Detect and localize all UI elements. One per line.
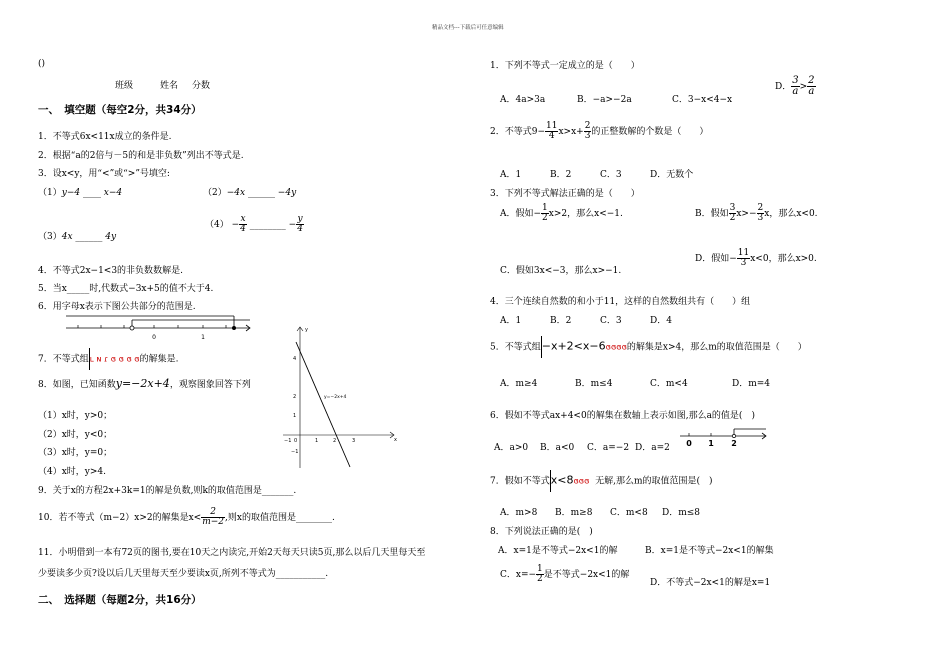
question-10-suffix: ,则x的取值范围是________. bbox=[225, 513, 335, 523]
choice-2-prefix: 2．不等式9− bbox=[490, 127, 545, 137]
choice-5-b: B．m≤4 bbox=[575, 379, 613, 389]
choice-3-d-middle: x<0 bbox=[750, 254, 769, 264]
question-3: 3．设x<y，用“<”或“>”号填空: bbox=[38, 169, 170, 179]
question-3-4-left-num: x bbox=[240, 214, 246, 224]
choice-7 bbox=[490, 470, 713, 492]
graph-y-tick-2: 2 bbox=[293, 394, 297, 400]
question-3-4-blank: ________ bbox=[249, 220, 286, 230]
choice-8-c-num: 1 bbox=[537, 564, 543, 574]
choice-1-d-den-1: a bbox=[792, 86, 799, 97]
question-10-prefix: 10．若不等式（m−2）x>2的解集是x< bbox=[38, 513, 202, 523]
choice-1-a: A．4a>3a bbox=[500, 95, 546, 105]
choice-5 bbox=[490, 336, 807, 358]
graph-x-tick-2: 2 bbox=[333, 438, 337, 444]
choice-5-d: D．m=4 bbox=[732, 379, 771, 389]
question-3-1-expr: y−4 ____ x−4 bbox=[61, 188, 123, 198]
graph-y-tick-1: 1 bbox=[293, 413, 297, 419]
question-9: 9．关于x的方程2x+3k=1的解是负数,则k的取值范围是_______. bbox=[38, 486, 297, 496]
question-7-prefix: 7．不等式组 bbox=[38, 354, 89, 365]
question-3-4-sign: − bbox=[231, 220, 240, 230]
choice-1-c: C．3−x<4−x bbox=[672, 95, 733, 105]
choice-5-c: C．m<4 bbox=[650, 379, 688, 389]
choice-3-a: A．假如− $\frac{1}{2}$ x>2，那么x<−1. bbox=[500, 203, 623, 223]
page-mark: () bbox=[38, 59, 46, 69]
question-7-system-garbled: ʟ ɴ ɾ ɞ ɞ ɞ ɞ bbox=[89, 354, 140, 364]
question-8-item-1: （1）x时，y>0； bbox=[38, 411, 113, 421]
choice-2-middle: x>x+ bbox=[558, 127, 584, 137]
choice-3-d-num: 11 bbox=[737, 248, 750, 258]
number-line-figure bbox=[66, 314, 256, 342]
choice-2-a: A．1 bbox=[500, 170, 522, 180]
choice-4: 4．三个连续自然数的和小于11，这样的自然数组共有（ ）组 bbox=[490, 297, 751, 307]
question-8-prefix: 8．如图，已知函数 bbox=[38, 380, 116, 390]
graph-y-tick-4: 4 bbox=[293, 356, 297, 362]
section-fill-blanks-title: 一、 填空题（每空2分，共34分） bbox=[38, 104, 202, 116]
question-3-4-right-den: 4 bbox=[297, 224, 303, 234]
choice-8-d: D．不等式−2x<1的解是x=1 bbox=[650, 578, 771, 588]
choice-3-d-prefix: D．假如 bbox=[695, 254, 730, 264]
question-3-4-left-den: 4 bbox=[240, 224, 246, 234]
question-3-1 bbox=[38, 185, 122, 198]
choice-3-b-num-2: 2 bbox=[757, 203, 764, 213]
question-10 bbox=[38, 508, 335, 527]
choice-7-a: A．m>8 bbox=[500, 508, 538, 518]
choice-6-d: D．a=2 bbox=[635, 443, 670, 453]
choice-2-num-1: 11 bbox=[546, 121, 558, 131]
choice-3-b bbox=[695, 204, 818, 223]
choice-3-d-suffix: ，那么x>0. bbox=[768, 254, 817, 264]
choice-2-suffix: 的正整数解的个数是（ ） bbox=[591, 127, 709, 137]
section-choice-title: 二、 选择题（每题2分，共16分） bbox=[38, 594, 202, 606]
question-8-item-4: （4）x时，y>4. bbox=[38, 467, 107, 477]
choice-3-d-den: 3 bbox=[740, 258, 747, 268]
choice-3-a-den: 2 bbox=[542, 213, 548, 223]
choice-8-c-prefix: C．x=− bbox=[500, 570, 537, 580]
choice-5-prefix: 5．不等式组 bbox=[490, 342, 541, 353]
choice-2 bbox=[490, 122, 708, 141]
choice-6-axis-1: 1 bbox=[708, 439, 714, 448]
choice-8-b: B．x=1是不等式−2x<1的解集 bbox=[645, 546, 774, 556]
choice-8-c bbox=[500, 565, 629, 584]
class-field: 班级 bbox=[115, 81, 134, 91]
choice-3: 3．下列不等式解法正确的是（ ） bbox=[490, 189, 640, 199]
question-3-3 bbox=[38, 229, 116, 242]
choice-3-a-num: 1 bbox=[542, 203, 548, 213]
choice-5-system: −x+2<x−6 bbox=[541, 339, 606, 353]
graph-x-tick-neg1: −1 bbox=[284, 438, 292, 444]
choice-3-d: D．假如− $\frac{11}{3}$ x<0，那么x>0. bbox=[695, 248, 817, 268]
question-7 bbox=[38, 348, 178, 370]
choice-8-a: A．x=1是不等式−2x<1的解 bbox=[498, 546, 618, 556]
choice-7-d: D．m≤8 bbox=[662, 508, 701, 518]
question-6: 6．用字母x表示下图公共部分的范围是. bbox=[38, 302, 196, 312]
choice-5-a: A．m≥4 bbox=[500, 379, 538, 389]
choice-6-c: C．a=−2 bbox=[587, 443, 630, 453]
choice-6-number-line bbox=[680, 426, 770, 448]
question-3-2-label: （2） bbox=[203, 188, 227, 198]
choice-4-c: C．3 bbox=[600, 316, 622, 326]
number-line-label-1: 1 bbox=[201, 334, 205, 341]
question-11-line-1: 11．小明借到一本有72页的图书,要在10天之内读完,开始2天每天只读5页,那么以后几天里每天至 bbox=[38, 548, 426, 558]
choice-7-prefix: 7．假如不等式 bbox=[490, 476, 550, 487]
choice-2-den-1: 4 bbox=[548, 131, 555, 141]
choice-7-suffix: 无解,那么m的取值范围是( ) bbox=[595, 476, 713, 487]
choice-3-b-suffix: x，那么x<0. bbox=[764, 209, 818, 219]
page-header: 精品文档---下载后可任意编辑 bbox=[432, 25, 504, 31]
question-3-4 bbox=[205, 215, 304, 234]
choice-3-b-den-2: 3 bbox=[757, 213, 764, 223]
choice-3-b-prefix: B．假如 bbox=[695, 209, 729, 219]
question-3-2 bbox=[203, 185, 296, 198]
score-field: 分数 bbox=[192, 81, 211, 91]
question-10-den: m−2 bbox=[202, 517, 225, 527]
name-field: 姓名 bbox=[160, 81, 179, 91]
choice-7-b: B．m≥8 bbox=[555, 508, 593, 518]
choice-6: 6．假如不等式ax+4<0的解集在数轴上表示如图,那么a的值是( ) bbox=[490, 411, 755, 421]
choice-2-d: D．无数个 bbox=[650, 170, 694, 180]
choice-8-c-suffix: 是不等式−2x<1的解 bbox=[543, 570, 630, 580]
question-7-suffix: 的解集是. bbox=[139, 354, 179, 365]
choice-3-a-prefix: A．假如 bbox=[500, 209, 534, 219]
question-8-suffix: ，观察图象回答下列 bbox=[169, 380, 251, 390]
choice-2-b: B．2 bbox=[550, 170, 572, 180]
choice-4-d: D．4 bbox=[650, 316, 672, 326]
question-10-num: 2 bbox=[201, 508, 225, 518]
choice-6-a: A．a>0 bbox=[494, 443, 529, 453]
choice-7-system: x<8 bbox=[550, 473, 574, 487]
choice-4-b: B．2 bbox=[550, 316, 572, 326]
choice-3-c: C．假如3x<−3，那么x>−1. bbox=[500, 266, 622, 276]
choice-3-b-middle: x>− bbox=[736, 209, 757, 219]
number-line-label-0: 0 bbox=[152, 334, 156, 341]
choice-1-d-num-1: 3 bbox=[792, 75, 799, 86]
choice-2-den-2: 3 bbox=[584, 131, 591, 141]
graph-y-label: y bbox=[305, 327, 308, 333]
choice-1-d: D． $\frac{3}{a}$ > $\frac{2}{a}$ bbox=[775, 75, 815, 97]
choice-1-d-den-2: a bbox=[808, 86, 815, 97]
choice-6-b: B．a<0 bbox=[540, 443, 575, 453]
question-3-3-expr: 4x ______ 4y bbox=[61, 232, 117, 242]
choice-3-a-middle: x>2 bbox=[548, 209, 568, 219]
question-3-4-label: （4） bbox=[205, 220, 229, 230]
question-8-item-2: （2）x时，y<0； bbox=[38, 430, 113, 440]
choice-8-c-den: 2 bbox=[537, 574, 543, 584]
choice-5-system-garbled: ɞɞɞɞ bbox=[605, 342, 627, 352]
question-8-item-3: （3）x时，y=0； bbox=[38, 448, 113, 458]
question-3-3-label: （3） bbox=[38, 232, 62, 242]
choice-8: 8．下列说法正确的是( ) bbox=[490, 527, 593, 537]
question-8 bbox=[38, 377, 251, 390]
graph-x-label: x bbox=[394, 437, 397, 443]
question-3-4-right-num: y bbox=[297, 214, 303, 224]
choice-2-num-2: 2 bbox=[584, 121, 591, 131]
graph-x-tick-3: 3 bbox=[352, 438, 356, 444]
choice-3-b-num-1: 3 bbox=[729, 203, 736, 213]
choice-3-b-den-1: 2 bbox=[729, 213, 736, 223]
choice-3-a-suffix: ，那么x<−1. bbox=[567, 209, 623, 219]
choice-1-b: B．−a>−2a bbox=[577, 95, 632, 105]
question-2: 2．根据“a的2倍与－5的和是非负数”列出不等式是. bbox=[38, 151, 244, 161]
choice-1-d-num-2: 2 bbox=[808, 75, 815, 86]
choice-1: 1．下列不等式一定成立的是（ ） bbox=[490, 61, 640, 71]
graph-function-label: y=−2x+4 bbox=[324, 395, 347, 400]
choice-6-axis-2: 2 bbox=[731, 439, 737, 448]
choice-7-system-garbled: ɞɞɞ bbox=[573, 476, 590, 486]
choice-5-suffix: 的解集是x>4，那么m的取值范围是（ ） bbox=[626, 342, 807, 353]
question-8-function: y=−2x+4 bbox=[115, 377, 170, 390]
question-5: 5．当x_____时,代数式−3x+5的值不大于4. bbox=[38, 284, 214, 294]
graph-y-tick-neg1: −1 bbox=[291, 449, 299, 455]
choice-1-d-prefix: D． bbox=[775, 82, 792, 92]
question-11-line-2: 少要读多少页?设以后几天里每天至少要读x页,所列不等式为___________. bbox=[38, 569, 329, 579]
choice-2-c: C．3 bbox=[600, 170, 622, 180]
choice-6-axis-0: 0 bbox=[686, 439, 692, 448]
question-4: 4．不等式2x−1<3的非负数数解是. bbox=[38, 266, 183, 276]
question-3-1-label: （1） bbox=[38, 188, 62, 198]
choice-4-a: A．1 bbox=[500, 316, 522, 326]
graph-x-tick-0: 0 bbox=[294, 438, 298, 444]
question-3-2-expr: −4x ______ −4y bbox=[226, 188, 297, 198]
function-graph bbox=[278, 322, 398, 472]
choice-7-c: C．m<8 bbox=[610, 508, 648, 518]
question-3-4-sign-2: − bbox=[288, 220, 297, 230]
graph-x-tick-1: 1 bbox=[315, 438, 319, 444]
question-1: 1．不等式6x<11x成立的条件是. bbox=[38, 132, 172, 142]
